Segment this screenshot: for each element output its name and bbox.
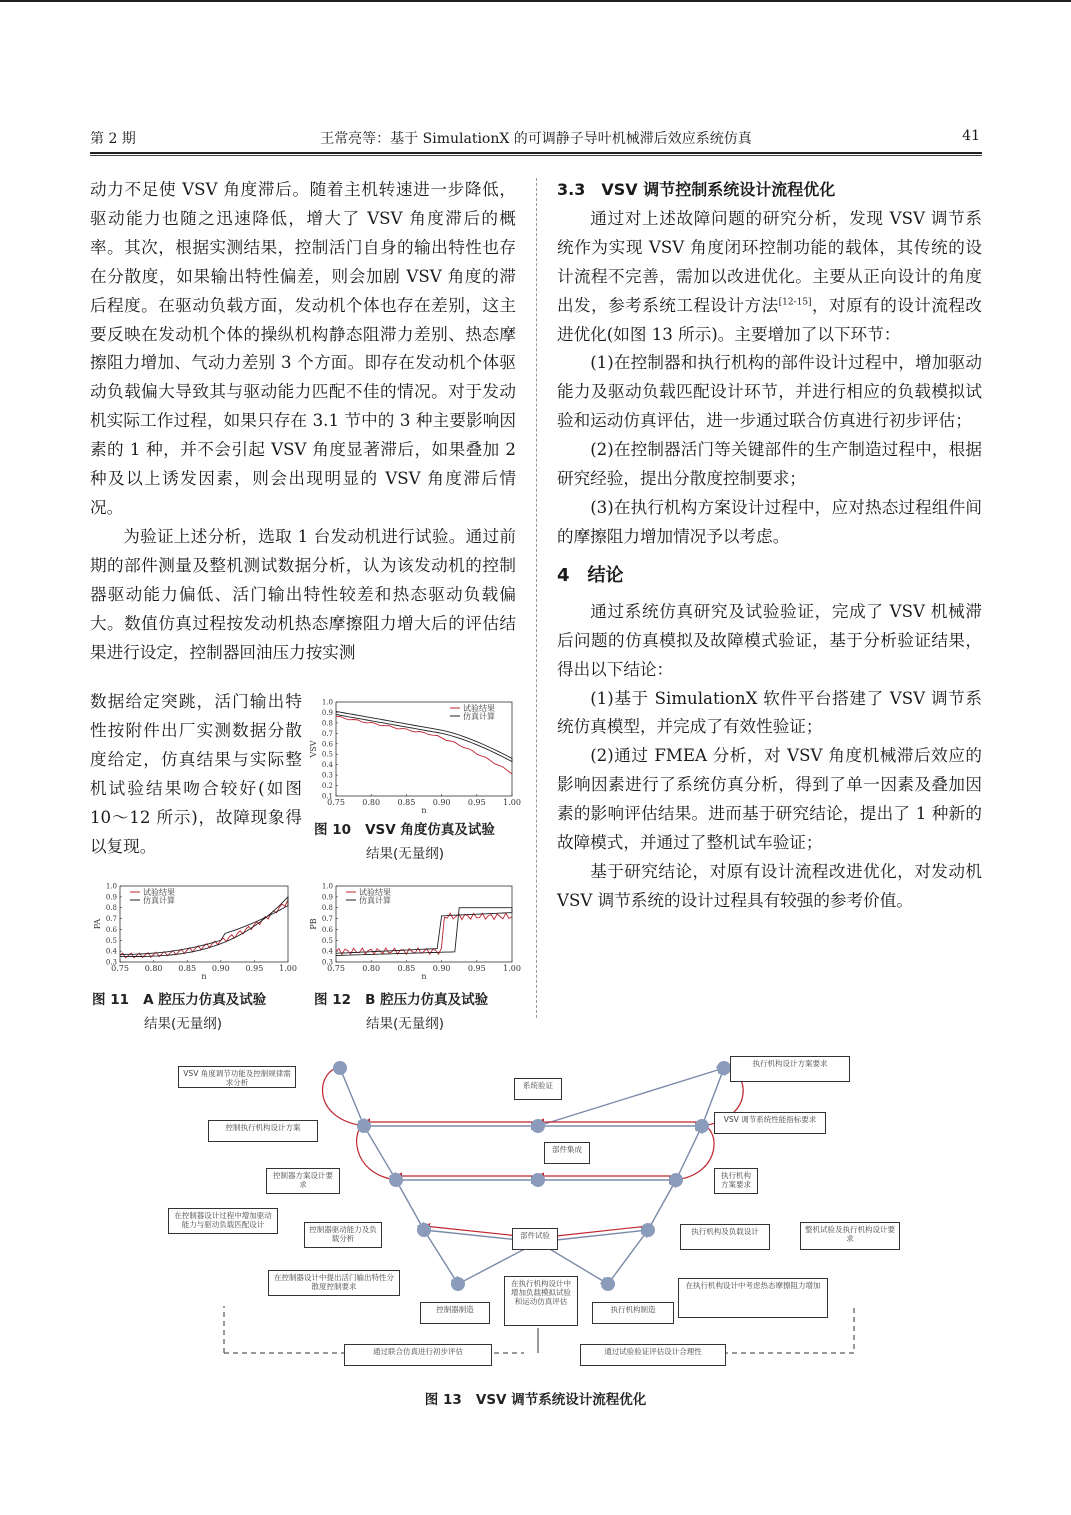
running-title: 王常亮等：基于 SimulationX 的可调静子导叶机械滞后效应系统仿真 bbox=[320, 131, 752, 147]
y-tick-label: 0.5 bbox=[321, 936, 333, 945]
x-tick-label: 1.00 bbox=[503, 964, 521, 973]
flowchart-box: 执行机构设计方案要求 bbox=[730, 1056, 850, 1082]
flow-node bbox=[531, 1119, 545, 1133]
legend-label: 试验结果 bbox=[463, 704, 495, 713]
x-tick-label: 0.80 bbox=[362, 964, 381, 973]
running-header bbox=[90, 128, 982, 152]
fig10-caption-number: 图 10 bbox=[314, 822, 351, 838]
x-tick-label: 0.75 bbox=[327, 798, 345, 807]
flow-node bbox=[389, 1173, 403, 1187]
flow-node bbox=[669, 1173, 683, 1187]
flowchart-box: 部件集成 bbox=[544, 1142, 590, 1164]
y-tick-label: 0.7 bbox=[321, 915, 333, 924]
flow-node bbox=[601, 1277, 615, 1291]
legend-label: 仿真计算 bbox=[143, 896, 175, 905]
flowchart-box: 执行机构方案要求 bbox=[714, 1168, 758, 1194]
flow-connector bbox=[608, 1230, 648, 1284]
flow-node bbox=[417, 1223, 431, 1237]
series-experiment bbox=[336, 913, 512, 954]
top-border bbox=[0, 0, 1071, 2]
flowchart-box: 系统验证 bbox=[514, 1078, 562, 1100]
section-4-heading: 4 结论 bbox=[557, 564, 624, 586]
y-tick-label: 0.9 bbox=[321, 893, 333, 902]
x-tick-label: 0.90 bbox=[211, 964, 230, 973]
x-tick-label: 0.90 bbox=[432, 964, 451, 973]
fig10-plot bbox=[306, 696, 521, 815]
x-tick-label: 0.80 bbox=[144, 964, 163, 973]
y-tick-label: 1.0 bbox=[321, 882, 333, 891]
y-tick-label: 0.3 bbox=[105, 958, 117, 967]
flow-node bbox=[695, 1119, 709, 1133]
fig12-caption-number: 图 12 bbox=[314, 992, 351, 1008]
figure-11 bbox=[90, 880, 300, 980]
fig10-caption-sub: 结果(无量纲) bbox=[366, 846, 445, 862]
x-tick-label: 0.80 bbox=[362, 798, 381, 807]
y-tick-label: 0.3 bbox=[321, 771, 333, 780]
fig12-plot bbox=[306, 880, 520, 980]
y-tick-label: 0.4 bbox=[105, 947, 117, 956]
flow-node bbox=[531, 1173, 545, 1187]
x-axis-label: n bbox=[421, 806, 427, 815]
header-rule bbox=[90, 152, 982, 154]
flowchart-box: 控制执行机构设计方案 bbox=[208, 1120, 318, 1142]
legend bbox=[450, 703, 495, 721]
left-paragraph-2-continued: 数据给定突跳，活门输出特性按附件出厂实测数据分散度给定，仿真结果与实际整机试验结果吻合较好(如图 10～12 所示)，故障现象得以复现。 bbox=[90, 692, 302, 856]
figure-11-caption bbox=[92, 988, 308, 1036]
fig11-plot bbox=[90, 880, 300, 980]
flowchart-box: 在控制器设计过程中增加驱动能力与驱动负载匹配设计 bbox=[168, 1208, 278, 1234]
feedback-loop bbox=[676, 1126, 714, 1180]
figure-13-caption bbox=[0, 1388, 1071, 1412]
flowchart-box: 通过联合仿真进行初步评估 bbox=[344, 1344, 492, 1366]
fig12-caption-sub: 结果(无量纲) bbox=[366, 1016, 445, 1032]
left-paragraph-2: 为验证上述分析，选取 1 台发动机进行试验。通过前期的部件测量及整机测试数据分析，认为该发动机的控制器驱动能力偏低、活门输出特性较差和热态驱动负载偏大。数值仿真过程按发动机热态摩擦阻力增大后的评估结果进行设定，控制器回油压力按实测 bbox=[90, 526, 516, 662]
y-tick-label: 0.1 bbox=[321, 792, 333, 801]
list-item-3: (3)在执行机构方案设计过程中，应对热态过程组件间的摩擦阻力增加情况予以考虑。 bbox=[557, 497, 982, 546]
conclusion-2: (2)通过 FMEA 分析，对 VSV 角度机械滞后效应的影响因素进行了系统仿真分析，得到了单一因素及叠加因素的影响评估结果。进而基于研究结论，提出了 1 种新的故障模式，并通过了整机试车验证； bbox=[557, 746, 982, 853]
y-tick-label: 0.4 bbox=[321, 761, 333, 770]
conclusion-1: (1)基于 SimulationX 软件平台搭建了 VSV 调节系统仿真模型，并完成了有效性验证； bbox=[557, 688, 982, 737]
x-axis-label: n bbox=[201, 972, 207, 981]
flow-connector bbox=[538, 1068, 724, 1126]
flowchart-box: VSV 角度调节功能及控制规律需求分析 bbox=[178, 1066, 296, 1088]
figure-10 bbox=[306, 696, 521, 815]
flowchart-box: 在执行机构设计中增加负载模拟试验和运动仿真评估 bbox=[504, 1276, 578, 1326]
fig11-caption-sub: 结果(无量纲) bbox=[144, 1016, 223, 1032]
y-tick-label: 0.7 bbox=[105, 915, 117, 924]
legend-label: 试验结果 bbox=[359, 888, 391, 897]
figure-13-flowchart bbox=[168, 1048, 908, 1383]
fig13-caption-title: VSV 调节系统设计流程优化 bbox=[475, 1392, 647, 1408]
y-axis-label: PA bbox=[93, 918, 102, 930]
x-tick-label: 0.75 bbox=[327, 964, 345, 973]
section-3-3-heading: 3.3 VSV 调节控制系统设计流程优化 bbox=[557, 180, 836, 199]
x-tick-label: 1.00 bbox=[279, 964, 297, 973]
y-tick-label: 0.6 bbox=[105, 925, 117, 934]
y-tick-label: 1.0 bbox=[105, 882, 117, 891]
y-tick-label: 0.5 bbox=[321, 750, 333, 759]
y-tick-label: 0.8 bbox=[105, 904, 117, 913]
flowchart-box: 在控制器设计中提出活门输出特性分散度控制要求 bbox=[268, 1270, 400, 1296]
y-tick-label: 0.8 bbox=[321, 719, 333, 728]
figure-12-caption bbox=[314, 988, 530, 1036]
flowchart-box: 通过试验验证评估设计合理性 bbox=[580, 1344, 726, 1366]
fig12-caption-title: B 腔压力仿真及试验 bbox=[365, 992, 489, 1008]
flow-node bbox=[357, 1119, 371, 1133]
flowchart-box: 控制器方案设计要求 bbox=[266, 1168, 340, 1194]
figure-12 bbox=[306, 880, 520, 980]
right-column bbox=[557, 176, 982, 916]
left-paragraph-wrap bbox=[90, 688, 302, 861]
legend-label: 仿真计算 bbox=[463, 712, 495, 721]
fig10-caption-title: VSV 角度仿真及试验 bbox=[365, 822, 495, 838]
page-number: 41 bbox=[962, 128, 980, 144]
conclusion-3: 基于研究结论，对原有设计流程改进优化，对发动机 VSV 调节系统的设计过程具有较强的参考价值。 bbox=[557, 861, 982, 910]
flow-node bbox=[717, 1061, 731, 1075]
header-rule-thin bbox=[90, 155, 982, 156]
fig11-caption-title: A 腔压力仿真及试验 bbox=[143, 992, 267, 1008]
y-tick-label: 0.9 bbox=[321, 708, 333, 717]
list-item-2: (2)在控制器活门等关键部件的生产制造过程中，根据研究经验，提出分散度控制要求； bbox=[557, 440, 982, 489]
y-axis-label: VSV bbox=[309, 740, 318, 758]
flow-node bbox=[333, 1061, 347, 1075]
y-tick-label: 0.8 bbox=[321, 904, 333, 913]
legend bbox=[346, 887, 391, 905]
x-tick-label: 0.95 bbox=[467, 798, 486, 807]
figure-10-caption bbox=[314, 818, 524, 866]
flow-node bbox=[451, 1277, 465, 1291]
flow-node bbox=[641, 1223, 655, 1237]
flow-connector bbox=[364, 1126, 396, 1180]
flow-connector bbox=[648, 1180, 676, 1230]
flow-connector bbox=[424, 1230, 458, 1284]
flowchart-box: VSV 调节系统性能指标要求 bbox=[714, 1112, 826, 1134]
fig13-caption-number: 图 13 bbox=[424, 1392, 462, 1408]
column-divider bbox=[536, 178, 537, 1018]
flowchart-box: 执行机构及负载设计 bbox=[680, 1224, 770, 1250]
x-tick-label: 0.95 bbox=[245, 964, 264, 973]
issue-number: 第 2 期 bbox=[90, 131, 136, 147]
left-paragraph-1: 动力不足使 VSV 角度滞后。随着主机转速进一步降低，驱动能力也随之迅速降低，增大了 VSV 角度滞后的概率。其次，根据实测结果，控制活门自身的输出特性也存在分散度，如果输出特性偏差，则会加剧 VSV 角度的滞后程度。在驱动负载方面，发动机个体也存在差别，这主要反映在发动机个体的操纵机构静态阻滞力差别、热态摩擦阻力增加、气动力差别 3 个方面。即存在发动机个体驱动负载偏大导致其与驱动能力匹配不佳的情况。对于发动机实际工作过程，如果只存在 3.1 节中的 3 种主要影响因素的 1 种，并不会引起 VSV 角度显著滞后，如果叠加 2 种及以上诱发因素，则会出现明显的 VSV 角度滞后情况。 bbox=[90, 180, 516, 517]
flow-connector bbox=[340, 1068, 364, 1126]
flowchart-box: 控制器驱动能力及负载分析 bbox=[304, 1222, 382, 1248]
y-tick-label: 0.6 bbox=[321, 740, 333, 749]
flowchart-box: 部件试验 bbox=[512, 1228, 558, 1250]
series-simulation bbox=[120, 897, 288, 957]
conclusion-intro: 通过系统仿真研究及试验验证，完成了 VSV 机械滞后问题的仿真模拟及故障模式验证，基于分析验证结果，得出以下结论： bbox=[557, 601, 982, 679]
x-tick-label: 0.85 bbox=[397, 964, 416, 973]
fig11-caption-number: 图 11 bbox=[92, 992, 129, 1008]
citation: [12-15] bbox=[778, 297, 812, 308]
x-tick-label: 0.85 bbox=[397, 798, 416, 807]
legend-label: 试验结果 bbox=[143, 888, 175, 897]
y-tick-label: 0.9 bbox=[105, 893, 117, 902]
right-paragraph-1-text: 通过对上述故障问题的研究分析，发现 VSV 调节系统作为实现 VSV 角度闭环控制功能的载体，其传统的设计流程不完善，需加以改进优化。主要从正向设计的角度出发，参考系统工程设计方法 bbox=[557, 208, 982, 315]
legend bbox=[130, 887, 175, 905]
feedback-loop bbox=[357, 1126, 396, 1180]
x-tick-label: 0.75 bbox=[111, 964, 129, 973]
y-tick-label: 0.2 bbox=[321, 782, 333, 791]
right-paragraph-1 bbox=[557, 205, 982, 350]
x-tick-label: 0.95 bbox=[467, 964, 486, 973]
y-tick-label: 1.0 bbox=[321, 698, 333, 707]
flow-connector bbox=[396, 1180, 424, 1230]
left-column bbox=[90, 176, 516, 667]
flowchart-box: 在执行机构设计中考虑热态摩擦阻力增加 bbox=[678, 1278, 828, 1318]
flowchart-box: 执行机构制造 bbox=[592, 1302, 674, 1324]
flowchart-box: 整机试验及执行机构设计要求 bbox=[800, 1222, 900, 1250]
y-tick-label: 0.5 bbox=[105, 936, 117, 945]
x-axis-label: n bbox=[421, 972, 427, 981]
y-tick-label: 0.7 bbox=[321, 729, 333, 738]
y-tick-label: 0.4 bbox=[321, 947, 333, 956]
y-tick-label: 0.6 bbox=[321, 925, 333, 934]
list-item-1: (1)在控制器和执行机构的部件设计过程中，增加驱动能力及驱动负载匹配设计环节，并进行相应的负载模拟试验和运动仿真评估，进一步通过联合仿真进行初步评估； bbox=[557, 353, 982, 431]
x-tick-label: 0.85 bbox=[178, 964, 197, 973]
flowchart-box: 控制器制造 bbox=[420, 1302, 490, 1324]
y-tick-label: 0.3 bbox=[321, 958, 333, 967]
legend-label: 仿真计算 bbox=[359, 896, 391, 905]
right-paragraph-1-end: ，对原有的设计流程改进优化(如图 13 所示)。主要增加了以下环节： bbox=[557, 295, 983, 344]
x-tick-label: 1.00 bbox=[503, 798, 521, 807]
y-axis-label: PB bbox=[309, 918, 318, 930]
x-tick-label: 0.90 bbox=[432, 798, 451, 807]
